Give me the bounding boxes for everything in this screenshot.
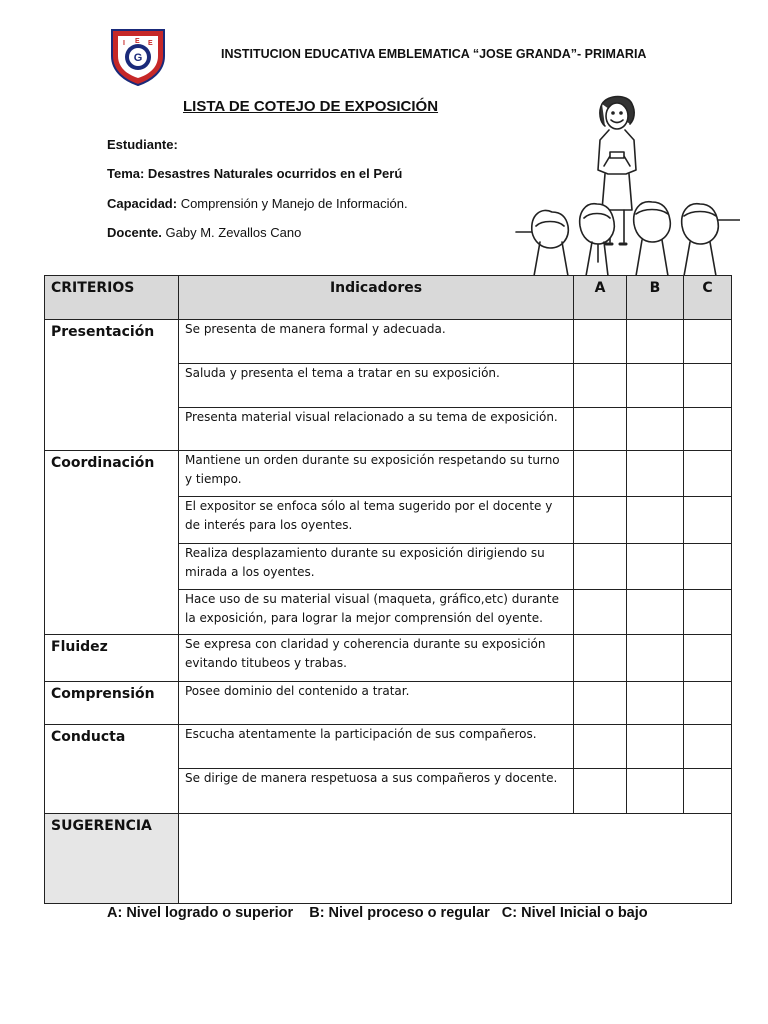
capacity-value: Comprensión y Manejo de Información. xyxy=(177,196,408,211)
criterion-fluidez: Fluidez xyxy=(45,635,179,682)
criterion-presentacion: Presentación xyxy=(45,320,179,451)
indicator-row: El expositor se enfoca sólo al tema sugerido por el docente y de interés para los oyentes. xyxy=(179,497,574,544)
check-cell-b[interactable] xyxy=(627,635,684,682)
rating-legend: A: Nivel logrado o superior B: Nivel proceso o regular C: Nivel Inicial o bajo xyxy=(107,905,648,921)
document-title: LISTA DE COTEJO DE EXPOSICIÓN xyxy=(183,98,439,115)
teacher-presenting-illustration xyxy=(512,92,740,276)
check-cell-b[interactable] xyxy=(627,320,684,364)
check-cell-c[interactable] xyxy=(684,590,732,635)
capacity-field xyxy=(107,196,408,211)
criteria-checklist-table xyxy=(44,275,732,904)
check-cell-a[interactable] xyxy=(574,320,627,364)
check-cell-b[interactable] xyxy=(627,682,684,725)
check-cell-c[interactable] xyxy=(684,769,732,814)
check-cell-a[interactable] xyxy=(574,682,627,725)
criterion-sugerencia: SUGERENCIA xyxy=(45,814,179,904)
teacher-field xyxy=(107,225,301,240)
check-cell-c[interactable] xyxy=(684,725,732,769)
indicator-row: Hace uso de su material visual (maqueta, gráfico,etc) durante la exposición, para lograr la mejor comprensión del oyente. xyxy=(179,590,574,635)
school-crest-logo xyxy=(108,26,168,86)
topic-label: Tema: Desastres Naturales ocurridos en el Perú xyxy=(107,166,403,181)
indicator-row: Realiza desplazamiento durante su exposición dirigiendo su mirada a los oyentes. xyxy=(179,544,574,590)
level-b-header: B xyxy=(627,276,684,320)
check-cell-a[interactable] xyxy=(574,769,627,814)
check-cell-a[interactable] xyxy=(574,497,627,544)
check-cell-b[interactable] xyxy=(627,590,684,635)
check-cell-b[interactable] xyxy=(627,451,684,497)
check-cell-c[interactable] xyxy=(684,364,732,408)
criteria-header: CRITERIOS xyxy=(45,276,179,320)
indicator-row: Mantiene un orden durante su exposición respetando su turno y tiempo. xyxy=(179,451,574,497)
svg-text:E: E xyxy=(148,40,153,47)
level-c-header: C xyxy=(684,276,732,320)
svg-text:E: E xyxy=(135,38,140,45)
check-cell-a[interactable] xyxy=(574,364,627,408)
check-cell-a[interactable] xyxy=(574,725,627,769)
student-label: Estudiante: xyxy=(107,137,178,152)
capacity-label: Capacidad: xyxy=(107,196,178,211)
check-cell-c[interactable] xyxy=(684,320,732,364)
check-cell-c[interactable] xyxy=(684,408,732,451)
check-cell-b[interactable] xyxy=(627,497,684,544)
school-name: INSTITUCION EDUCATIVA EMBLEMATICA “JOSE GRANDA”- PRIMARIA xyxy=(221,47,647,61)
check-cell-a[interactable] xyxy=(574,408,627,451)
check-cell-c[interactable] xyxy=(684,451,732,497)
suggestion-box[interactable] xyxy=(179,814,732,904)
criterion-coordinacion: Coordinación xyxy=(45,451,179,635)
indicator-row: Presenta material visual relacionado a su tema de exposición. xyxy=(179,408,574,451)
indicators-header: Indicadores xyxy=(179,276,574,320)
indicator-row: Se expresa con claridad y coherencia durante su exposición evitando titubeos y trabas. xyxy=(179,635,574,682)
level-a-header: A xyxy=(574,276,627,320)
indicator-row: Saluda y presenta el tema a tratar en su exposición. xyxy=(179,364,574,408)
indicator-row: Escucha atentamente la participación de sus compañeros. xyxy=(179,725,574,769)
check-cell-a[interactable] xyxy=(574,590,627,635)
check-cell-c[interactable] xyxy=(684,544,732,590)
check-cell-a[interactable] xyxy=(574,451,627,497)
check-cell-c[interactable] xyxy=(684,635,732,682)
check-cell-c[interactable] xyxy=(684,682,732,725)
check-cell-a[interactable] xyxy=(574,544,627,590)
svg-text:I: I xyxy=(123,40,125,47)
criterion-conducta: Conducta xyxy=(45,725,179,814)
topic-field xyxy=(107,166,402,181)
indicator-row: Posee dominio del contenido a tratar. xyxy=(179,682,574,725)
svg-text:G: G xyxy=(133,52,143,64)
check-cell-c[interactable] xyxy=(684,497,732,544)
teacher-value: Gaby M. Zevallos Cano xyxy=(161,225,302,240)
check-cell-a[interactable] xyxy=(574,635,627,682)
check-cell-b[interactable] xyxy=(627,725,684,769)
teacher-label: Docente. xyxy=(107,225,162,240)
student-field xyxy=(107,137,178,152)
check-cell-b[interactable] xyxy=(627,544,684,590)
check-cell-b[interactable] xyxy=(627,364,684,408)
check-cell-b[interactable] xyxy=(627,769,684,814)
criterion-comprension: Comprensión xyxy=(45,682,179,725)
check-cell-b[interactable] xyxy=(627,408,684,451)
indicator-row: Se presenta de manera formal y adecuada. xyxy=(179,320,574,364)
indicator-row: Se dirige de manera respetuosa a sus compañeros y docente. xyxy=(179,769,574,814)
